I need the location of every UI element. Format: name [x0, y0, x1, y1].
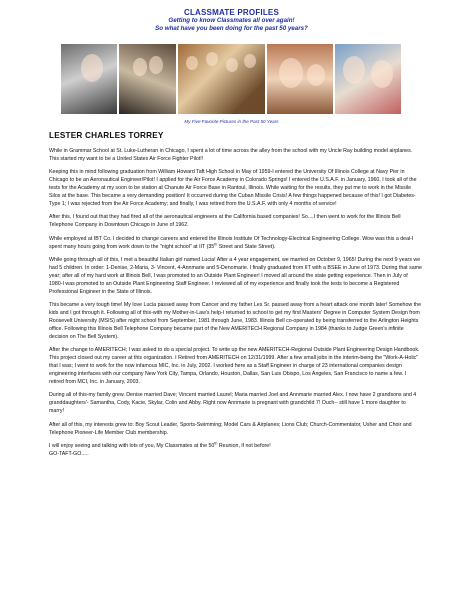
newsletter-subtitle-1: Getting to know Classmates all over again! [168, 17, 295, 24]
newsletter-header [0, 8, 463, 32]
newsletter-subtitle-2: So what have you been doing for the past 50 years? [155, 24, 308, 32]
paragraph: During all of this-my family grew. Denise married Dave; Vincent married Laurel; Maria married Joel and Annmarie married Alex. I now have 2 grandsons and 4 granddaughters'- Samantha, Cody, Kacie, Skylar, Colin and Abby. Right now Annmarie is pregnant with grandchild 7! Ouch-- still have 1 more daughter to marry! [49, 392, 417, 415]
ordinal-number: 35 [208, 243, 215, 250]
closing-sup: th [214, 440, 218, 445]
photo-strip [61, 44, 401, 114]
paragraph-text-tail: Street and State Street). [218, 243, 276, 250]
photo-3 [178, 44, 266, 114]
paragraph: This became a very tough time! My love Lucia passed away from Cancer and my father Les Sr. passed away from a heart attack one month later! Somehow the kids and I got through it. Following all of this-with my Mother-in-Law's help-I returned to school to get my first Masters' Degree in Computer System Design from Roosevelt University (MSIS) after night school from September, 1981 through June, 1983. Illinois Bell co-operated by being transferred to the Arlington Heights office. Following this Illinois Bell Telephone Company became part of the New AMERITECH Regional Company in 1984 (thanks to Judge Green's infinite decision on The Bell System). [49, 301, 421, 340]
paragraph-text: While employed at IBT Co. I decided to change careers and entered the Illinois Institute Of Technology-Electrical Engineering College. Wow was this a deal-I spent many hours going from work down to the "night school" at IIT [49, 235, 414, 250]
closing-slogan: GO-TAFT-GO..... [49, 450, 89, 457]
paragraph: After all of this, my interests grew to: Boy Scout Leader, Sports-Swimming; Model Cars & Airplanes; Lions Club; Church-Commentator, Usher and Choir and Telephone Pioneer-Life Member Club membership. [49, 421, 412, 436]
paragraph: After this, I found out that they had fired all of the aeronautical engineers at the California based companies! So....I then went to work for the Illinois Bell Telephone Company in Downtown Chicago in June of 1962. [49, 214, 401, 229]
photo-1 [61, 44, 117, 114]
closing-text-1: I will enjoy seeing and talking with lots of you, My Classmates at the 50 [49, 442, 215, 449]
photo-4 [267, 44, 333, 114]
closing-text-2: Reunion, if not before! [217, 442, 271, 449]
paragraph: While employed at IBT Co. I decided to change careers and entered the Illinois Institute Of Technology-Electrical Engineering College. Wow was this a deal-I spent many hours going from work down to the "night school" at IIT (35th Street and State Street). [49, 235, 414, 250]
paragraph: Keeping this in mind following graduation from William Howard Taft High School in May of 1959-I entered the University Of Illinois College at Navy Pier in Chicago to be an Aeronautical Engineer/Pilot! I applied for the Air Force Academy in Colorado Springs! I entered the U.S.A.F. in January, 1960. I took all of the tests for the Academy at my soon to be station at Chanute Air Force Base in Rantoul, Illinois. While waiting for the results, they put me to work in the Missile Silos at the base. This became a very demanding position! It occurred during the Cuban Missile Crisis! A few things happened because of this! I got Diabetes-Type 1; I was rejected from the Air Force Academy; and finally, I was retired from the U.S.A.F. with only 4 months of service! [49, 169, 417, 208]
paragraph: After the change to AMERITECH; I was asked to do a special project. To write up the new AMERITECH-Regional Outside Plant Engineering Design Handbook. This project closed out my career at this organization. I Retired from AMERITECH on 12/31/1999. After a few small jobs in the interim-being the "Work-A-Holic" that I was; I went to work for the now infamous MIC, Inc. in July, 2002. I worked here as a Staff Engineer in charge of 23 international companies design engineering interfaces with our company New York City, Tampa, Orlando, Houston, Dallas, San Luis Obispo, Los Angeles, San Francisco to name a few. I retired from MCI, Inc. in January, 2003. [49, 347, 420, 386]
newsletter-title: CLASSMATE PROFILES [183, 8, 279, 17]
profile-body [49, 147, 422, 458]
photo-5 [335, 44, 401, 114]
paragraph: While in Grammar School at St. Luke-Lutheran in Chicago, I spent a lot of time across the alley from the school with my Uncle Ray building model airplanes. This started my want to be a United States Air Force Fighter Pilot!! [49, 148, 413, 162]
profile-name: LESTER CHARLES TORREY [49, 131, 164, 140]
ordinal-suffix: th [214, 241, 218, 246]
closing-paragraph [49, 442, 422, 458]
photo-2 [119, 44, 175, 114]
photo-caption: My Five Favorite Pictures in the Past 50 Years [184, 119, 279, 124]
paragraph: While going through all of this, I met a beautiful Italian girl named Lucia! After a 4 year engagement, we married on October 9, 1965! During the next 9 years we had 5 children. In order: 1-Denise, 2-Maria, 3- Vincent, 4-Annmarie and 5-Denomarie. I finally graduated from IIT with a BSEE in June of 1973. During that same year; after all of my hard work at Illinois Bell, I was promoted to an Outside Plant Engineer! I moved all around the state getting experience. Then in July of 1980-I was promoted to an Outside Plant Engineering Staff Engineer. I reviewed all of my experience and finally took the tests to become a Registered Professional Engineer in the State of Illinois. [49, 256, 422, 295]
